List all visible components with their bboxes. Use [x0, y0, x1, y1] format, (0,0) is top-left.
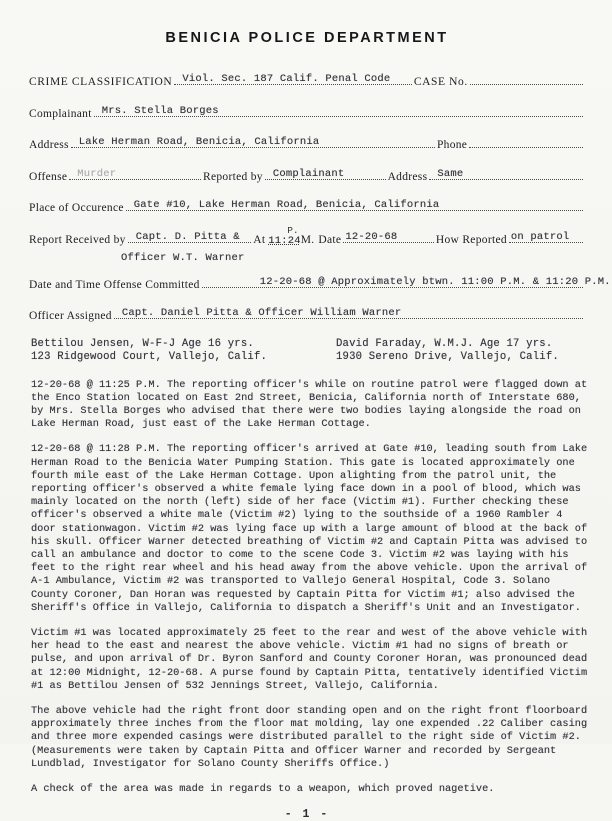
received-at-form-suffix: M. [300, 233, 315, 246]
received-at-meridiem-note: P. [287, 224, 299, 236]
received-date-label: Date [318, 233, 342, 246]
officer-assigned-value: Capt. Daniel Pitta & Officer William Warner [121, 307, 402, 319]
case-no-label: CASE No. [413, 76, 468, 88]
offense-label: Offense [29, 170, 68, 183]
address-label: Address [29, 139, 69, 151]
place-of-occurence-value: Gate #10, Lake Herman Road, Benicia, California [133, 199, 440, 211]
how-reported-label: How Reported [435, 233, 507, 246]
received-date-line [343, 230, 434, 243]
offense-value: Murder [77, 167, 117, 180]
victim-1-name: Bettilou Jensen, W-F-J Age 16 yrs. [31, 337, 254, 350]
reported-by-label: Reported by [203, 170, 263, 183]
received-date-value: 12-20-68 [345, 230, 398, 243]
phone-label: Phone [436, 139, 468, 151]
victims-block [31, 338, 585, 365]
narrative-paragraph-4: The above vehicle had the right front door standing open and on the right front floorboard approximately three inches from the floor mat molding, lay one expended .22 Caliber casing and three more expended casings were distributed parallel to the right side of Victim #2. (Measurements were taken by Captain Pitta and Officer Warner and recorded by Sergeant Lundblad, Investigator for Solano County Sheriffs Office.) [31, 704, 588, 770]
offense-line [69, 167, 201, 180]
officer-assigned-line [114, 306, 583, 319]
row-report-received [29, 224, 585, 247]
officer-assigned-label: Officer Assigned [29, 310, 112, 322]
narrative-paragraph-5: A check of the area was made in regards to a weapon, which proved nagetive. [31, 782, 495, 795]
datetime-committed-value: 12-20-68 @ Approximately btwn. 11:00 P.M. & 11:20 P.M. [259, 275, 611, 288]
complainant-value: Mrs. Stella Borges [101, 104, 219, 117]
address-value: Lake Herman Road, Benicia, California [78, 136, 320, 148]
row-crime-classification [29, 72, 585, 88]
report-received-by-label: Report Received by [29, 233, 126, 246]
victim-2-name: David Faraday, W.M.J. Age 17 yrs. [336, 337, 553, 350]
victim-1-address: 123 Ridgewood Court, Vallejo, Calif. [31, 351, 268, 363]
received-at-label: At [253, 233, 266, 246]
row-complainant [29, 104, 585, 120]
narrative-paragraph-3: Victim #1 was located approximately 25 feet to the rear and west of the above vehicle with her head to the east and nearest the above vehicle. Victim #1 had no signs of breath or pulse, and upon arrival of Dr. Byron Sanford and County Coroner Horan, was pronounced dead at 12:00 Midnight, 12-20-68. A purse found by Captain Pitta, tentatively identified Victim #1 as Bettilou Jensen of 532 Jennings Street, Vallejo, California. [31, 626, 588, 692]
place-of-occurence-label: Place of Occurence [29, 202, 124, 214]
victim-2-address: 1930 Sereno Drive, Vallejo, Calif. [336, 351, 559, 363]
narrative-paragraph-1: 12-20-68 @ 11:25 P.M. The reporting officer's while on routine patrol were flagged down at the Enco Station located on East 2nd Street, Benicia, California north of Interstate 680, by Mrs. Stella Borges who advised that there were two bodies laying alongside the road on Lake Herman Road, just east of the Lake Herman Cottage. [31, 378, 588, 431]
crime-classification-label: CRIME CLASSIFICATION [29, 76, 173, 88]
row-place-of-occurence [29, 198, 585, 214]
reported-address-label: Address [387, 170, 428, 183]
document-title: BENICIA POLICE DEPARTMENT [165, 30, 449, 46]
crime-classification-value: Viol. Sec. 187 Calif. Penal Code [182, 73, 391, 85]
how-reported-value: on patrol [510, 230, 570, 243]
report-narrative [31, 379, 589, 797]
address-line [71, 135, 435, 148]
row-offense [29, 167, 585, 183]
victim-1-info [31, 338, 308, 365]
reported-by-line [265, 167, 386, 180]
complainant-line [94, 104, 583, 117]
reported-address-line [429, 167, 583, 180]
place-of-occurence-line [126, 198, 583, 211]
how-reported-line [509, 230, 583, 243]
row-address [29, 135, 585, 151]
datetime-committed-label: Date and Time Offense Committed [29, 278, 200, 291]
row-officer-assigned [29, 306, 585, 322]
reported-by-value: Complainant [272, 167, 345, 180]
case-no-line [470, 72, 583, 85]
crime-classification-line [174, 72, 412, 85]
phone-line [469, 135, 583, 148]
report-received-by-line [128, 230, 251, 243]
received-at-group [253, 224, 315, 247]
datetime-committed-line [202, 275, 611, 288]
report-received-by-line2: Officer W.T. Warner [121, 251, 245, 264]
report-received-by-value: Capt. D. Pitta & [135, 230, 240, 243]
row-datetime-committed [29, 275, 611, 291]
complainant-label: Complainant [29, 107, 92, 120]
reported-address-value: Same [437, 167, 464, 180]
page-number: - 1 - [284, 808, 330, 821]
victim-2-info [308, 338, 585, 365]
narrative-paragraph-2: 12-20-68 @ 11:28 P.M. The reporting officer's arrived at Gate #10, leading south from Lake Herman Road to the Benicia Water Pumping Station. This gate is located approximately one fourth mile east of the Lake Herman Cottage. Upon alighting from the patrol unit, the reporting officer's observed a white female lying face down in a pool of blood, which was mainly located on the north (left) side of her face (Victim #1). Further checking these officer's observed a white male (Victim #2) lying to the southside of a 1960 Rambler 4 door stationwagon. Victim #2 was lying face up with a large amount of blood at the back of his skull. Officer Warner detected breathing of Victim #2 and Captain Pitta was advised to call an ambulance and doctor to come to the scene Code 3. Victim #2 was laying with his feet to the right rear wheel and his head away from the above vehicle. Upon the arrival of A-1 Ambulance, Victim #2 was transported to Vallejo General Hospital, Code 3. Solano County Coroner, Dan Horan was requested by Captain Pitta for Victim #1; also advised the Sheriff's Office in Vallejo, California to dispatch a Sheriff's Unit and an Investigator. [31, 443, 588, 614]
received-at-time: 11:24 [268, 234, 301, 247]
